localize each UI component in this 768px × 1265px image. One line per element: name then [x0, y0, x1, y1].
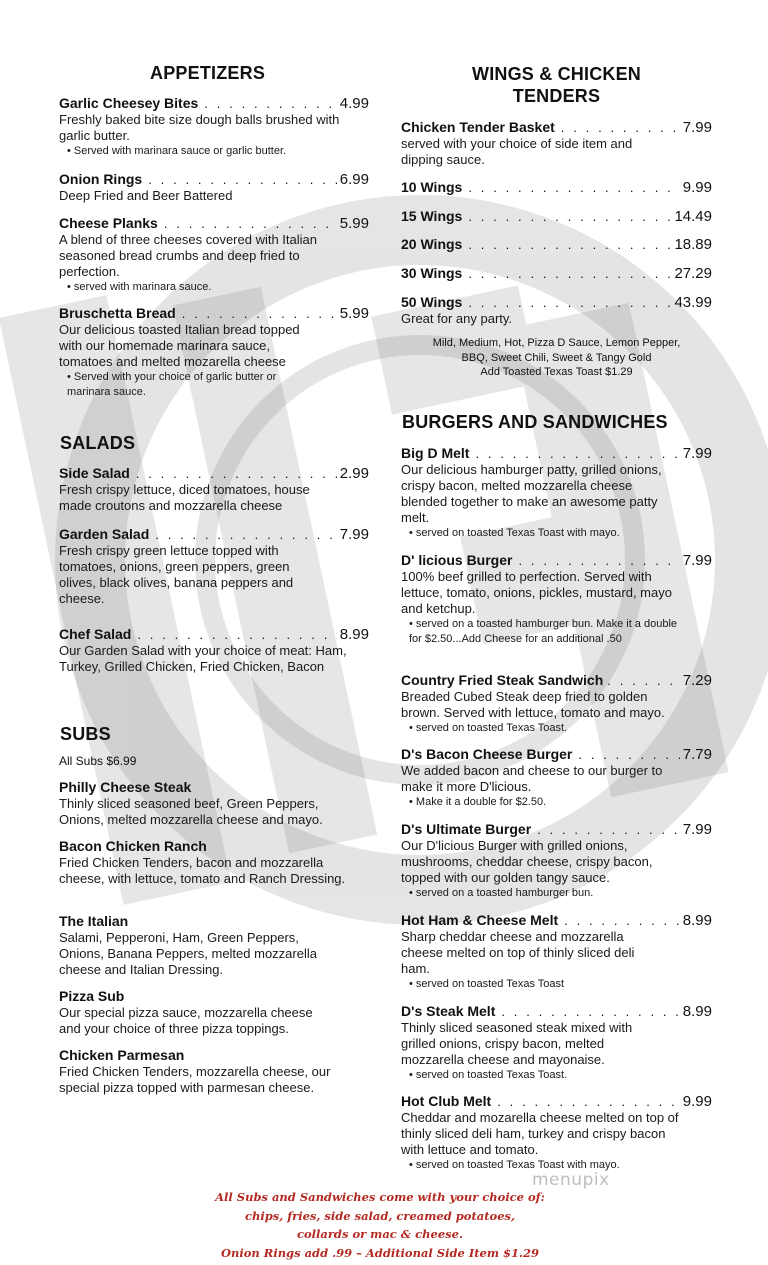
item-note: • served on a toasted hamburger bun. Make it a double for $2.50...Add Cheese for an additional .50 — [409, 618, 678, 645]
wing-flavors: Mild, Medium, Hot, Pizza D Sauce, Lemon Pepper, BBQ, Sweet Chili, Sweet & Tangy Gold — [432, 337, 681, 364]
item-price: 8.99 — [682, 912, 712, 929]
item-description: Breaded Cubed Steak deep fried to golden brown. Served with lettuce, tomato and mayo. — [401, 689, 665, 720]
footer-line: chips, fries, side salad, creamed potatoes, — [244, 1208, 516, 1223]
item-price: 7.99 — [682, 445, 712, 462]
wings-heading-line1: WINGS & CHICKEN — [472, 64, 641, 84]
item-note: • served on toasted Texas Toast. — [409, 722, 568, 734]
item-description: Our delicious hamburger patty, grilled onions, crispy bacon, melted mozzarella cheese blended together to make an awesome patty melt. — [401, 462, 662, 525]
item-name: Bruschetta Bread — [59, 305, 176, 321]
item-name: Garden Salad — [59, 526, 150, 542]
item-description: Freshly baked bite size dough balls brushed with garlic butter. — [59, 112, 340, 143]
item-note: • served on toasted Texas Toast. — [409, 1069, 568, 1081]
wings-heading — [401, 63, 712, 107]
item-description: Fresh crispy green lettuce topped with tomatoes, onions, green peppers, green olives, black olives, banana peppers and cheese. — [59, 543, 294, 606]
menu-item — [59, 779, 369, 828]
item-name: D' licious Burger — [401, 552, 513, 568]
menu-item — [59, 305, 369, 400]
item-price: 7.99 — [339, 526, 369, 543]
item-name: Hot Club Melt — [401, 1093, 492, 1109]
subs-heading: SUBS — [60, 724, 111, 744]
item-description: Our D'licious Burger with grilled onions, mushrooms, cheddar cheese, crispy bacon, topped with our golden tangy sauce. — [401, 838, 653, 885]
item-name: Hot Ham & Cheese Melt — [401, 912, 559, 928]
item-note: • served on toasted Texas Toast with mayo. — [409, 1159, 620, 1171]
item-price: 18.89 — [674, 236, 712, 253]
item-price: 8.99 — [339, 626, 369, 643]
menu-item — [401, 821, 712, 901]
item-description: Thinly sliced seasoned beef, Green Peppers, Onions, melted mozzarella cheese and mayo. — [59, 796, 323, 827]
item-note: • Make it a double for $2.50. — [409, 796, 547, 808]
menu-item — [401, 445, 712, 541]
menu-item — [59, 215, 369, 295]
item-price: 9.99 — [682, 179, 712, 196]
menu-item — [59, 913, 369, 978]
item-name: Pizza Sub — [59, 988, 125, 1004]
texas-toast-addon: Add Toasted Texas Toast $1.29 — [480, 366, 633, 378]
item-name: Big D Melt — [401, 445, 470, 461]
item-price: 7.99 — [682, 821, 712, 838]
menu-item — [59, 1047, 369, 1096]
item-description: served with your choice of side item and dipping sauce. — [401, 136, 633, 167]
item-price: 14.49 — [674, 208, 712, 225]
item-name: Chicken Tender Basket — [401, 119, 555, 135]
sides-footer — [180, 1188, 580, 1262]
item-description: Our Garden Salad with your choice of meat: Ham, Turkey, Grilled Chicken, Fried Chicken, Bacon — [59, 643, 347, 674]
item-description: Fried Chicken Tenders, bacon and mozzarella cheese, with lettuce, tomato and Ranch Dressing. — [59, 855, 346, 886]
item-note: • served with marinara sauce. — [67, 281, 212, 293]
item-description: Sharp cheddar cheese and mozzarella cheese melted on top of thinly sliced deli ham. — [401, 929, 635, 976]
item-description: Deep Fried and Beer Battered — [59, 188, 233, 203]
item-description: Salami, Pepperoni, Ham, Green Peppers, Onions, Banana Peppers, melted mozzarella cheese and Italian Dressing. — [59, 930, 317, 977]
wings-heading-line2: TENDERS — [512, 86, 601, 106]
menu-item — [401, 1093, 712, 1173]
item-name: Bacon Chicken Ranch — [59, 838, 207, 854]
item-description: Cheddar and mozarella cheese melted on top of thinly sliced deli ham, turkey and crispy bacon with lettuce and tomato. — [401, 1110, 679, 1157]
item-description: Thinly sliced seasoned steak mixed with grilled onions, crispy bacon, melted mozzarella cheese and mayonaise. — [401, 1020, 633, 1067]
menupix-watermark: menupix — [532, 1170, 610, 1190]
salads-heading: SALADS — [60, 433, 136, 453]
item-description: We added bacon and cheese to our burger to make it more D'licious. — [401, 763, 663, 794]
menu-item — [59, 988, 369, 1037]
menu-item — [401, 912, 712, 992]
item-name: 50 Wings — [401, 294, 463, 310]
menu-item — [59, 838, 369, 887]
menu-item — [401, 294, 712, 327]
item-price: 7.79 — [682, 746, 712, 763]
menu-item — [401, 265, 712, 282]
item-price: 4.99 — [339, 95, 369, 112]
item-price: 6.99 — [339, 171, 369, 188]
item-note: • served on toasted Texas Toast — [409, 978, 565, 990]
menu-item — [401, 179, 712, 196]
menu-item — [59, 626, 369, 675]
menu-item — [59, 465, 369, 514]
item-price: 7.99 — [682, 119, 712, 136]
menu-item — [401, 236, 712, 253]
item-name: Chicken Parmesan — [59, 1047, 185, 1063]
item-name: 30 Wings — [401, 265, 463, 281]
item-name: D's Steak Melt — [401, 1003, 496, 1019]
item-name: Chef Salad — [59, 626, 132, 642]
item-price: 2.99 — [339, 465, 369, 482]
item-note: • Served with your choice of garlic butter or marinara sauce. — [67, 371, 277, 398]
item-name: Side Salad — [59, 465, 130, 481]
item-price: 27.29 — [674, 265, 712, 282]
item-name: The Italian — [59, 913, 129, 929]
item-name: Onion Rings — [59, 171, 143, 187]
item-description: 100% beef grilled to perfection. Served with lettuce, tomato, onions, pickles, mustard, mayo and ketchup. — [401, 569, 672, 616]
item-note: • Served with marinara sauce or garlic butter. — [67, 145, 287, 157]
menu-item — [401, 746, 712, 810]
menu-item — [401, 119, 712, 168]
subs-price-note: All Subs $6.99 — [59, 754, 137, 768]
item-description: A blend of three cheeses covered with Italian seasoned bread crumbs and deep fried to perfection. — [59, 232, 317, 279]
item-description: Great for any party. — [401, 311, 513, 326]
item-name: D's Ultimate Burger — [401, 821, 532, 837]
menu-item — [401, 672, 712, 736]
item-name: Country Fried Steak Sandwich — [401, 672, 604, 688]
item-description: Our delicious toasted Italian bread topped with our homemade marinara sauce, tomatoes and melted mozarella cheese — [59, 322, 300, 369]
item-price: 7.99 — [682, 552, 712, 569]
footer-line: Onion Rings add .99 – Additional Side Item $1.29 — [220, 1245, 540, 1260]
item-description: Our special pizza sauce, mozzarella cheese and your choice of three pizza toppings. — [59, 1005, 313, 1036]
item-name: Cheese Planks — [59, 215, 158, 231]
menu-item — [401, 1003, 712, 1083]
menu-item — [59, 526, 369, 607]
item-price: 43.99 — [674, 294, 712, 311]
footer-line: collards or mac & cheese. — [297, 1227, 463, 1241]
menu-item — [401, 552, 712, 647]
item-name: 10 Wings — [401, 179, 463, 195]
item-name: 20 Wings — [401, 236, 463, 252]
item-name: Philly Cheese Steak — [59, 779, 192, 795]
item-name: 15 Wings — [401, 208, 463, 224]
burgers-heading: BURGERS AND SANDWICHES — [402, 412, 668, 432]
item-price: 7.29 — [682, 672, 712, 689]
item-note: • served on a toasted hamburger bun. — [409, 887, 594, 899]
item-price: 9.99 — [682, 1093, 712, 1110]
menu-item — [59, 171, 369, 204]
item-price: 5.99 — [339, 215, 369, 232]
item-name: D's Bacon Cheese Burger — [401, 746, 573, 762]
item-price: 8.99 — [682, 1003, 712, 1020]
item-note: • served on toasted Texas Toast with mayo. — [409, 527, 620, 539]
menu-item — [401, 208, 712, 225]
item-description: Fried Chicken Tenders, mozzarella cheese, our special pizza topped with parmesan cheese. — [59, 1064, 331, 1095]
item-price: 5.99 — [339, 305, 369, 322]
appetizers-heading: APPETIZERS — [150, 63, 266, 83]
item-name: Garlic Cheesey Bites — [59, 95, 199, 111]
footer-line: All Subs and Sandwiches come with your choice of: — [215, 1190, 545, 1204]
item-description: Fresh crispy lettuce, diced tomatoes, house made croutons and mozzarella cheese — [59, 482, 310, 513]
menu-item — [59, 95, 369, 159]
